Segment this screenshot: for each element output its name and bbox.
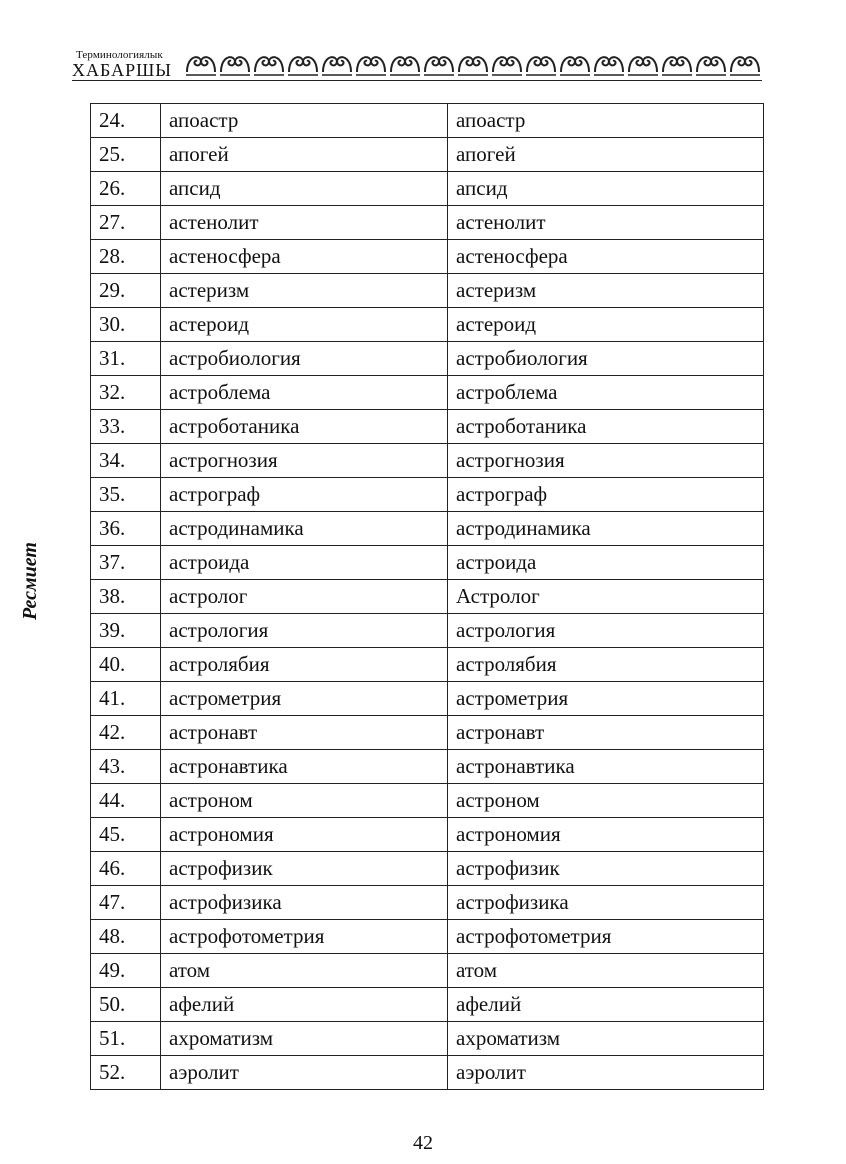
translation-cell: астрофотометрия — [448, 920, 764, 954]
terms-table — [90, 103, 764, 1090]
term-cell: аэролит — [161, 1056, 448, 1090]
table-row — [91, 342, 764, 376]
translation-cell: астроном — [448, 784, 764, 818]
translation-cell: афелий — [448, 988, 764, 1022]
term-cell: астероид — [161, 308, 448, 342]
row-number-cell: 41. — [91, 682, 161, 716]
row-number-cell: 33. — [91, 410, 161, 444]
table-row — [91, 648, 764, 682]
term-cell: астроблема — [161, 376, 448, 410]
row-number-cell: 46. — [91, 852, 161, 886]
term-cell: астрология — [161, 614, 448, 648]
terms-table-body — [91, 104, 764, 1090]
term-cell: астронавтика — [161, 750, 448, 784]
page-number: 42 — [413, 1132, 433, 1154]
translation-cell: астероид — [448, 308, 764, 342]
row-number-cell: 48. — [91, 920, 161, 954]
term-cell: астрометрия — [161, 682, 448, 716]
table-row — [91, 1056, 764, 1090]
table-row — [91, 1022, 764, 1056]
table-row — [91, 240, 764, 274]
table-row — [91, 138, 764, 172]
term-cell: астрофотометрия — [161, 920, 448, 954]
side-section-label: Ресмиет — [19, 542, 41, 620]
table-row — [91, 614, 764, 648]
journal-title: ХАБАРШЫ — [72, 60, 172, 80]
translation-cell: астронавтика — [448, 750, 764, 784]
translation-cell: астрофизик — [448, 852, 764, 886]
table-row — [91, 172, 764, 206]
translation-cell: астеносфера — [448, 240, 764, 274]
term-cell: астроном — [161, 784, 448, 818]
row-number-cell: 27. — [91, 206, 161, 240]
table-row — [91, 716, 764, 750]
row-number-cell: 31. — [91, 342, 161, 376]
table-row — [91, 682, 764, 716]
table-row — [91, 376, 764, 410]
ornament-border-icon — [184, 50, 762, 80]
header-rule — [72, 80, 762, 81]
translation-cell: астролябия — [448, 648, 764, 682]
row-number-cell: 39. — [91, 614, 161, 648]
translation-cell: астрономия — [448, 818, 764, 852]
term-cell: апсид — [161, 172, 448, 206]
term-cell: апоастр — [161, 104, 448, 138]
translation-cell: Астролог — [448, 580, 764, 614]
row-number-cell: 30. — [91, 308, 161, 342]
translation-cell: апогей — [448, 138, 764, 172]
row-number-cell: 34. — [91, 444, 161, 478]
translation-cell: апсид — [448, 172, 764, 206]
table-row — [91, 750, 764, 784]
row-number-cell: 38. — [91, 580, 161, 614]
translation-cell: астрометрия — [448, 682, 764, 716]
row-number-cell: 43. — [91, 750, 161, 784]
row-number-cell: 47. — [91, 886, 161, 920]
table-row — [91, 104, 764, 138]
table-row — [91, 852, 764, 886]
row-number-cell: 50. — [91, 988, 161, 1022]
journal-subtitle: Терминологиялык — [76, 49, 163, 61]
row-number-cell: 24. — [91, 104, 161, 138]
term-cell: астенолит — [161, 206, 448, 240]
row-number-cell: 42. — [91, 716, 161, 750]
term-cell: астрогнозия — [161, 444, 448, 478]
row-number-cell: 52. — [91, 1056, 161, 1090]
table-row — [91, 308, 764, 342]
row-number-cell: 36. — [91, 512, 161, 546]
row-number-cell: 25. — [91, 138, 161, 172]
row-number-cell: 40. — [91, 648, 161, 682]
row-number-cell: 44. — [91, 784, 161, 818]
row-number-cell: 26. — [91, 172, 161, 206]
row-number-cell: 28. — [91, 240, 161, 274]
term-cell: астронавт — [161, 716, 448, 750]
table-row — [91, 954, 764, 988]
term-cell: астроботаника — [161, 410, 448, 444]
row-number-cell: 35. — [91, 478, 161, 512]
term-cell: ахроматизм — [161, 1022, 448, 1056]
term-cell: астрофизик — [161, 852, 448, 886]
table-row — [91, 206, 764, 240]
term-cell: астродинамика — [161, 512, 448, 546]
table-row — [91, 274, 764, 308]
row-number-cell: 45. — [91, 818, 161, 852]
translation-cell: астроботаника — [448, 410, 764, 444]
table-row — [91, 784, 764, 818]
table-row — [91, 580, 764, 614]
translation-cell: астронавт — [448, 716, 764, 750]
row-number-cell: 51. — [91, 1022, 161, 1056]
page-header — [72, 44, 762, 84]
translation-cell: астроида — [448, 546, 764, 580]
table-row — [91, 478, 764, 512]
term-cell: астролог — [161, 580, 448, 614]
term-cell: афелий — [161, 988, 448, 1022]
term-cell: астробиология — [161, 342, 448, 376]
table-row — [91, 818, 764, 852]
translation-cell: апоастр — [448, 104, 764, 138]
table-row — [91, 988, 764, 1022]
translation-cell: атом — [448, 954, 764, 988]
table-row — [91, 546, 764, 580]
translation-cell: астрогнозия — [448, 444, 764, 478]
term-cell: астроида — [161, 546, 448, 580]
term-cell: астеносфера — [161, 240, 448, 274]
translation-cell: астеризм — [448, 274, 764, 308]
translation-cell: ахроматизм — [448, 1022, 764, 1056]
table-row — [91, 444, 764, 478]
term-cell: астрофизика — [161, 886, 448, 920]
table-row — [91, 512, 764, 546]
translation-cell: аэролит — [448, 1056, 764, 1090]
translation-cell: астрология — [448, 614, 764, 648]
term-cell: апогей — [161, 138, 448, 172]
row-number-cell: 49. — [91, 954, 161, 988]
row-number-cell: 32. — [91, 376, 161, 410]
table-row — [91, 886, 764, 920]
translation-cell: астенолит — [448, 206, 764, 240]
translation-cell: астрофизика — [448, 886, 764, 920]
terms-table-wrapper — [90, 103, 763, 1090]
term-cell: астрономия — [161, 818, 448, 852]
translation-cell: астроблема — [448, 376, 764, 410]
term-cell: астролябия — [161, 648, 448, 682]
term-cell: атом — [161, 954, 448, 988]
row-number-cell: 29. — [91, 274, 161, 308]
translation-cell: астродинамика — [448, 512, 764, 546]
term-cell: астрограф — [161, 478, 448, 512]
translation-cell: астрограф — [448, 478, 764, 512]
table-row — [91, 920, 764, 954]
row-number-cell: 37. — [91, 546, 161, 580]
translation-cell: астробиология — [448, 342, 764, 376]
term-cell: астеризм — [161, 274, 448, 308]
table-row — [91, 410, 764, 444]
